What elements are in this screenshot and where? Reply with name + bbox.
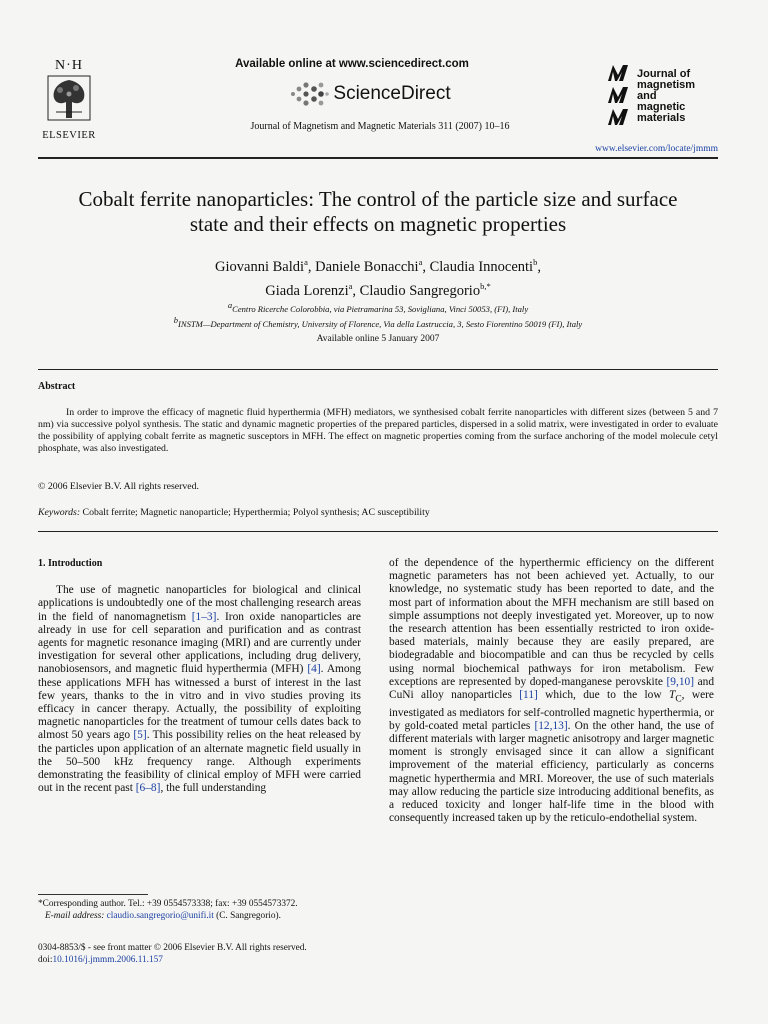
affiliation-a: $^a$Centro Ricerche Colorobbia, via Pietramarina 53, Sovigliana, Vinci 50053, (FI), Italy bbox=[227, 300, 529, 314]
header-divider bbox=[38, 157, 718, 159]
keywords-list: Cobalt ferrite; Magnetic nanoparticle; Hyperthermia; Polyol synthesis; AC susceptibility bbox=[82, 507, 430, 518]
email-link[interactable]: claudio.sangregorio@unifi.it bbox=[106, 911, 214, 921]
introduction-paragraph-continued: of the dependence of the hyperthermic efficiency on the different magnetic parameters has not been achieved yet. Actually, to our knowledge, no systematic study has been reported to date, and the most part of information about the MFH mechanism are still based on simple assumptions not deeply investigated yet. Moreover, up to now the research attention has been essentially restricted to iron oxide-based materials, mainly because they are easily prepared, are biodegradable and biocompatible and can thus be recycled by cells using normal biochemical pathways for iron metabolism. Few exceptions are represented by doped-manganese perovskite [9,10] and CuNi alloy nanoparticles [11] which, due to the low $T_C$, were investigated as mediators for self-controlled magnetic hyperthermia, or by gold-coated metal particles [12,13]. On the other hand, the use of different materials with larger magnetic anisotropy and larger magnetic moment is strongly envisaged since it can allow a significant improvement of the material efficiency, particularly as concerns magnetic hyperthermia and MRI. Moreover, the use of such materials may allow reducing the particle size introducing additional benefits, as a reduced toxicity and longer half-life time in the blood with consequently increased taken up by the reticulo-endothelial system. bbox=[389, 557, 715, 825]
author-name[interactable]: Giovanni Baldi bbox=[215, 258, 305, 275]
citation-link[interactable]: [6–8] bbox=[135, 782, 161, 795]
corresponding-author-footnote: *Corresponding author. Tel.: +39 0554573338; fax: +39 0554573372. E-mail address: claudio.sangregorio@unifi.it (C. Sangregorio). bbox=[38, 898, 368, 922]
author-list: Giovanni Baldi$^a$, Daniele Bonacchi$^a$, Claudia Innocenti$^b$, Giada Lorenzi$^a$, Claudio Sangregorio$^{b,*}$ bbox=[215, 257, 541, 299]
curie-temperature-symbol: T bbox=[668, 689, 676, 702]
abstract-top-divider bbox=[38, 369, 718, 370]
citation-link[interactable]: [4] bbox=[307, 663, 321, 676]
journal-url-link[interactable]: www.elsevier.com/locate/jmmm bbox=[595, 144, 718, 154]
doi-link[interactable]: 10.1016/j.jmmm.2006.11.157 bbox=[52, 955, 163, 965]
author-name[interactable]: Claudio Sangregorio bbox=[359, 282, 481, 299]
citation-link[interactable]: [9,10] bbox=[666, 675, 695, 688]
author-name[interactable]: Claudia Innocenti bbox=[429, 258, 534, 275]
journal-logo bbox=[606, 63, 718, 129]
journal-logo-text: Journal of magnetism and magnetic materials bbox=[637, 68, 696, 124]
citation-link[interactable]: [1–3] bbox=[191, 610, 217, 623]
journal-mmm-icon bbox=[606, 63, 634, 129]
article-title: Cobalt ferrite nanoparticles: The control of the particle size and surface state and their effects on magnetic properties bbox=[78, 187, 678, 236]
publisher-name: ELSEVIER bbox=[42, 130, 96, 141]
sciencedirect-dots-icon bbox=[289, 80, 329, 108]
header-center bbox=[200, 58, 560, 132]
abstract-copyright: © 2006 Elsevier B.V. All rights reserved. bbox=[38, 481, 199, 492]
citation-link[interactable]: [5] bbox=[133, 729, 147, 742]
abstract-text: In order to improve the efficacy of magnetic fluid hyperthermia (MFH) mediators, we synthesised cobalt ferrite nanoparticles with different sizes (between 5 and 7 nm) via successive polyol synthesis. The static and dynamic magnetic properties of the prepared particles, dispersed in a solid matrix, were investigated in order to evaluate the possibility of applying cobalt ferrite as magnetic susceptors in MFH. The effect on magnetic properties coming from the surface anchoring of the model molecule cetyl phosphate, was also investigated. bbox=[38, 407, 718, 454]
sciencedirect-wordmark: ScienceDirect bbox=[333, 83, 451, 104]
sciencedirect-logo bbox=[190, 80, 550, 108]
abstract-bottom-divider bbox=[38, 531, 718, 532]
footnote-divider bbox=[38, 894, 148, 895]
keywords bbox=[38, 507, 430, 518]
introduction-paragraph: The use of magnetic nanoparticles for biological and clinical applications is undoubtedly one of the most challenging research areas in the field of nanomagnetism [1–3]. Iron oxide nanoparticles are already in use for cell separation and purification and as contrast agents for magnetic resonance imaging (MRI) and are currently under investigation for several other applications, including drug delivery, nanobiosensors, and magnetic fluid hyperthermia (MFH) [4]. Among these applications MFH has witnessed a burst of interest in the last few years, thanks to the in vitro and in vivo studies proving its efficacy in cancer therapy. Actually, the possibility of exploiting magnetic nanoparticles for the treatment of tumour cells dates back to almost 50 years ago [5]. This possibility relies on the heat released by the particles upon application of an alternate magnetic field usually in the 50–500 kHz frequency range. Although experiments demonstrating the feasibility of clinical employ of MFH were carried out in the recent past [6–8], the full understanding bbox=[38, 584, 361, 795]
publisher-monogram: N·H bbox=[55, 58, 83, 73]
abstract-heading: Abstract bbox=[38, 381, 76, 392]
elsevier-tree-icon bbox=[46, 74, 92, 122]
section-heading-introduction: 1. Introduction bbox=[38, 558, 103, 569]
citation-link[interactable]: [12,13] bbox=[534, 719, 568, 732]
affiliations bbox=[38, 300, 718, 330]
journal-citation: Journal of Magnetism and Magnetic Materials 311 (2007) 10–16 bbox=[250, 121, 510, 132]
citation-link[interactable]: [11] bbox=[519, 689, 538, 702]
available-date: Available online 5 January 2007 bbox=[316, 334, 440, 344]
issn-line: 0304-8853/$ - see front matter © 2006 Elsevier B.V. All rights reserved. bbox=[38, 943, 307, 953]
author-name[interactable]: Giada Lorenzi bbox=[265, 282, 349, 299]
affiliation-b: $^b$INSTM—Department of Chemistry, University of Florence, Via della Lastruccia, 3, Sesto Fiorentino 50019 (FI), Italy bbox=[173, 314, 583, 329]
body-column-right bbox=[389, 557, 714, 825]
available-online-link[interactable]: Available online at www.sciencedirect.com bbox=[235, 58, 469, 70]
front-matter: 0304-8853/$ - see front matter © 2006 Elsevier B.V. All rights reserved. doi:10.1016/j.jmmm.2006.11.157 bbox=[38, 943, 307, 965]
elsevier-logo bbox=[38, 58, 100, 141]
corresponding-author-contact: *Corresponding author. Tel.: +39 0554573338; fax: +39 0554573372. bbox=[38, 899, 298, 909]
keywords-label: Keywords: bbox=[38, 507, 81, 518]
body-column-left bbox=[38, 557, 361, 795]
email-label: E-mail address: bbox=[44, 911, 105, 921]
author-name[interactable]: Daniele Bonacchi bbox=[315, 258, 419, 275]
